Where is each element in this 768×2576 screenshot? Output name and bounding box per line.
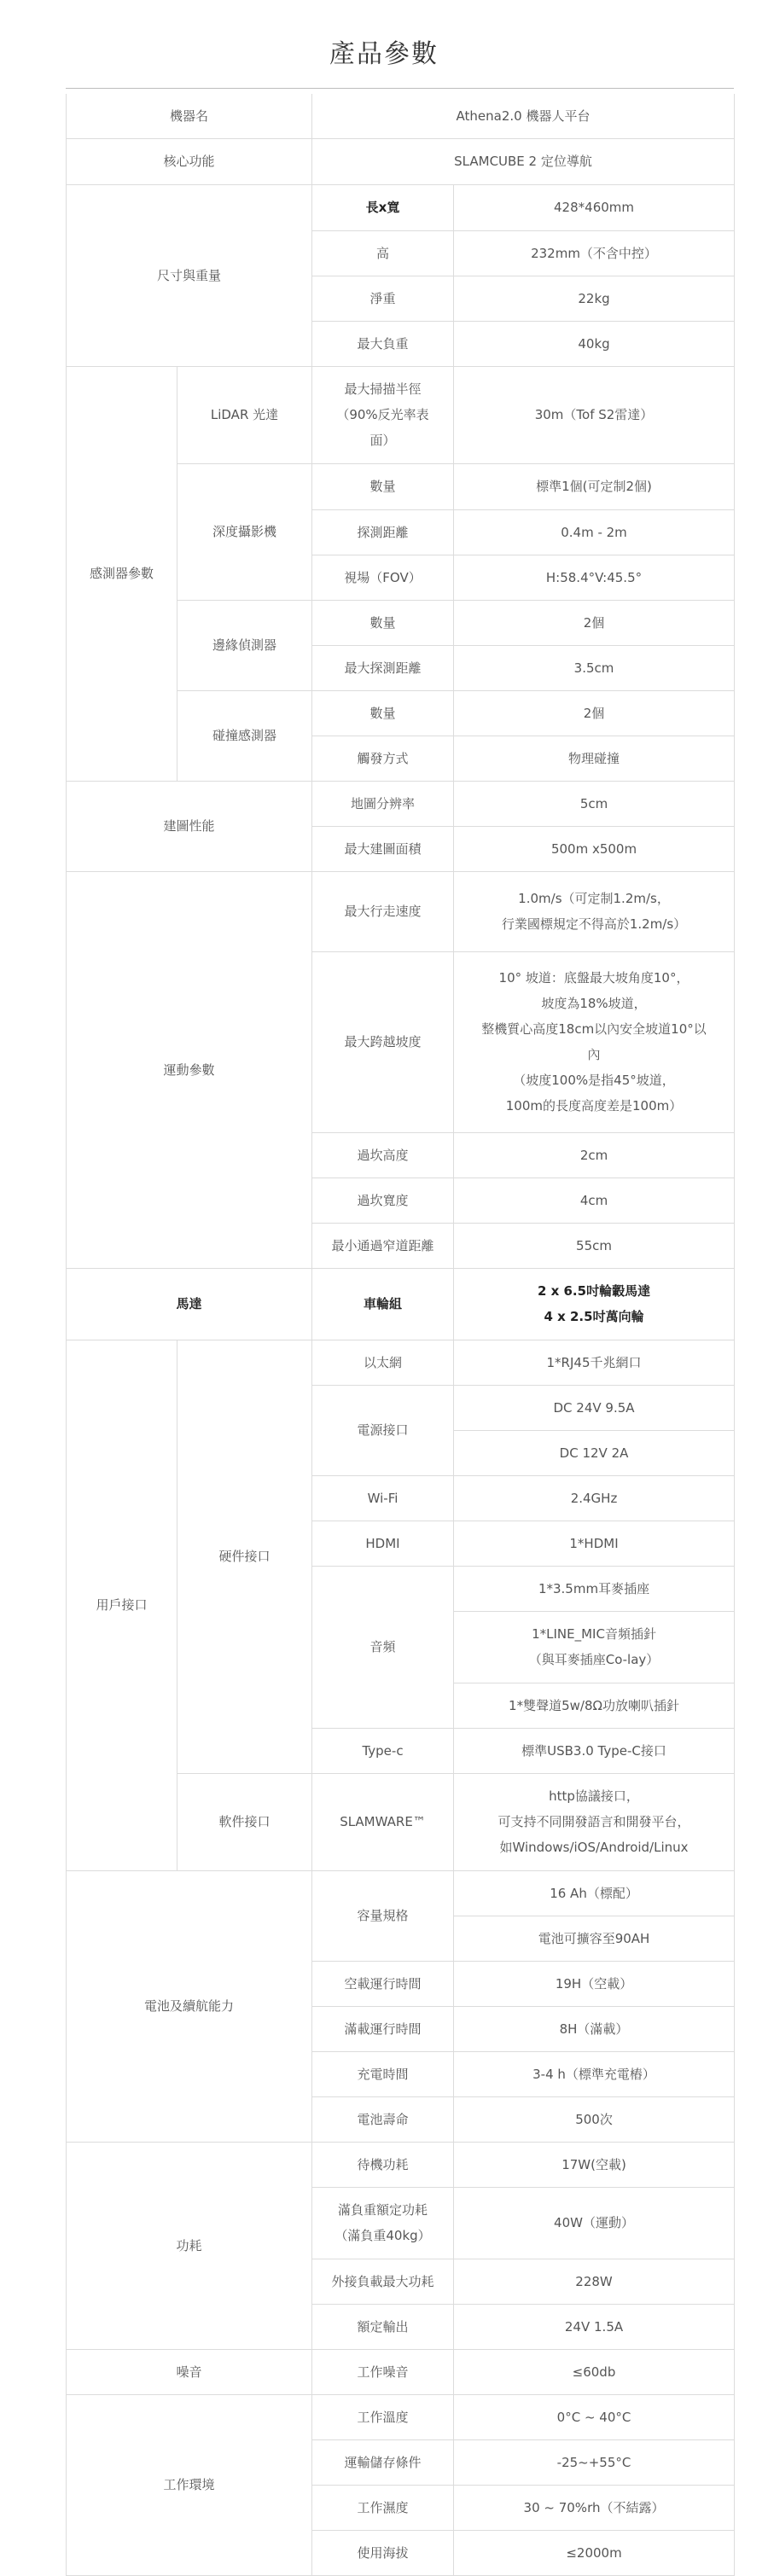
param-value: 232mm（不含中控） [454,230,735,276]
param-value [454,1773,735,1870]
param-value: 17W(空載) [454,2142,735,2187]
param-value: 0°C ~ 40°C [454,2394,735,2439]
table-row [67,2394,735,2439]
param-label [312,2187,454,2259]
table-row [67,1870,735,1916]
param-value: 4cm [454,1178,735,1223]
page-title: 產品參數 [329,39,439,69]
table-row [67,94,735,138]
value-line: 1*LINE_MIC音頻插針 [532,1626,656,1642]
value-line: 4 x 2.5吋萬向輪 [544,1309,644,1324]
param-label: 額定輸出 [312,2304,454,2349]
param-label: 數量 [312,690,454,736]
row-label: 核心功能 [67,138,312,184]
param-label: 最大跨越坡度 [312,951,454,1132]
param-value: H:58.4°V:45.5° [454,555,735,600]
table-row [67,871,735,951]
param-label: 容量規格 [312,1870,454,1961]
spec-table [66,94,735,2576]
param-label: 滿載運行時間 [312,2006,454,2051]
table-row [67,184,735,230]
param-value: 5cm [454,781,735,826]
param-label: 長x寬 [312,184,454,230]
table-row [67,781,735,826]
param-value [454,1268,735,1340]
value-line: （與耳麥插座Co-lay） [528,1652,660,1667]
value-line: 坡度為18%坡道， [541,996,647,1011]
param-line: 最大掃描半徑 [344,381,422,397]
group-label: 工作環境 [67,2394,312,2575]
param-label: 工作噪音 [312,2349,454,2394]
param-label: 高 [312,230,454,276]
param-label: 探測距離 [312,509,454,555]
param-value [454,951,735,1132]
table-row [67,2142,735,2187]
sensor-name: 碰撞感測器 [177,690,312,781]
param-value: 500m x500m [454,826,735,871]
param-value: 1*HDMI [454,1521,735,1566]
param-label: 空載運行時間 [312,1961,454,2006]
param-label: 觸發方式 [312,736,454,781]
table-row [67,1268,735,1340]
group-label: 建圖性能 [67,781,312,871]
param-label: 數量 [312,600,454,645]
param-label: Wi-Fi [312,1475,454,1521]
group-label: 電池及續航能力 [67,1870,312,2142]
param-line: （滿負重40kg） [335,2228,431,2243]
sensor-name: 邊緣偵測器 [177,600,312,690]
sensor-name: 深度攝影機 [177,463,312,600]
param-line: 面） [369,433,396,448]
value-line: （坡度100%是指45°坡道， [513,1073,675,1088]
param-label: 充電時間 [312,2051,454,2096]
param-label: 淨重 [312,276,454,321]
param-label: 過坎寬度 [312,1178,454,1223]
param-label: 工作濕度 [312,2485,454,2530]
param-value: 30m（Tof S2雷達） [454,366,735,463]
param-label: 過坎高度 [312,1132,454,1178]
row-value: Athena2.0 機器人平台 [312,94,735,138]
param-label: 外接負載最大功耗 [312,2259,454,2304]
param-value: 3.5cm [454,645,735,690]
group-label: 運動參數 [67,871,312,1268]
param-label: Type-c [312,1728,454,1773]
param-line: 滿負重額定功耗 [338,2202,428,2218]
param-value: DC 24V 9.5A [454,1385,735,1430]
group-label: 尺寸與重量 [67,184,312,366]
param-label: 地圖分辨率 [312,781,454,826]
param-label: 最大負重 [312,321,454,366]
param-label: 最大建圖面積 [312,826,454,871]
param-value: 3-4 h（標準充電樁） [454,2051,735,2096]
param-value: DC 12V 2A [454,1430,735,1475]
param-value: -25~+55°C [454,2439,735,2485]
param-value: 40kg [454,321,735,366]
param-value [454,1611,735,1683]
param-value: 24V 1.5A [454,2304,735,2349]
param-value: 電池可擴容至90AH [454,1916,735,1961]
param-label: 以太網 [312,1340,454,1385]
param-value [454,871,735,951]
param-value: 標準USB3.0 Type-C接口 [454,1728,735,1773]
param-label: 工作溫度 [312,2394,454,2439]
param-value: 1*RJ45千兆網口 [454,1340,735,1385]
group-label: 感測器參數 [67,366,177,781]
value-line: 可支持不同開發語言和開發平台， [497,1814,690,1829]
table-row [67,2349,735,2394]
param-value: 22kg [454,276,735,321]
subgroup-label: 硬件接口 [177,1340,312,1773]
table-row [67,138,735,184]
param-value: 1*3.5mm耳麥插座 [454,1566,735,1611]
param-value: 2.4GHz [454,1475,735,1521]
group-label: 馬達 [67,1268,312,1340]
param-value: 428*460mm [454,184,735,230]
param-value: 標準1個(可定制2個) [454,463,735,509]
param-value: ≤2000m [454,2530,735,2575]
param-label: 使用海拔 [312,2530,454,2575]
group-label: 功耗 [67,2142,312,2349]
param-value: 2個 [454,690,735,736]
sensor-name: LiDAR 光達 [177,366,312,463]
param-value: ≤60db [454,2349,735,2394]
param-value: 228W [454,2259,735,2304]
param-value: 2cm [454,1132,735,1178]
table-row [67,1340,735,1385]
value-line: 行業國標規定不得高於1.2m/s） [501,916,687,932]
param-value: 8H（滿載） [454,2006,735,2051]
value-line: 內 [587,1047,601,1062]
param-label: 最大行走速度 [312,871,454,951]
value-line: 100m的長度高度差是100m） [505,1098,683,1114]
param-label: 車輪組 [312,1268,454,1340]
param-label: 運輸儲存條件 [312,2439,454,2485]
value-line: http協議接口， [549,1788,639,1804]
param-label: 最小通過窄道距離 [312,1223,454,1268]
value-line: 整機質心高度18cm以內安全坡道10°以 [481,1021,707,1037]
param-label: 電池壽命 [312,2096,454,2142]
param-value: 2個 [454,600,735,645]
param-label: 待機功耗 [312,2142,454,2187]
param-value: 0.4m - 2m [454,509,735,555]
param-value: 1*雙聲道5w/8Ω功放喇叭插針 [454,1683,735,1728]
param-value: 19H（空載） [454,1961,735,2006]
value-line: 1.0m/s（可定制1.2m/s， [518,891,670,906]
param-label: 數量 [312,463,454,509]
param-value: 500次 [454,2096,735,2142]
value-line: 如Windows/iOS/Android/Linux [499,1840,689,1855]
param-label: 視場（FOV） [312,555,454,600]
value-line: 2 x 6.5吋輪轂馬達 [537,1283,651,1299]
param-value: 30 ~ 70%rh（不結露） [454,2485,735,2530]
param-value: 16 Ah（標配） [454,1870,735,1916]
param-label: 最大探測距離 [312,645,454,690]
param-value: 55cm [454,1223,735,1268]
param-label: HDMI [312,1521,454,1566]
param-value: 物理碰撞 [454,736,735,781]
param-line: （90%反光率表 [336,407,429,422]
group-label: 用戶接口 [67,1340,177,1870]
group-label: 噪音 [67,2349,312,2394]
row-value: SLAMCUBE 2 定位導航 [312,138,735,184]
param-value: 40W（運動） [454,2187,735,2259]
param-label [312,366,454,463]
param-label: 音頻 [312,1566,454,1728]
title-divider [66,88,734,89]
value-line: 10° 坡道：底盤最大坡角度10°， [498,970,689,986]
row-label: 機器名 [67,94,312,138]
table-row [67,366,735,463]
param-label: SLAMWARE™ [312,1773,454,1870]
param-label: 電源接口 [312,1385,454,1475]
subgroup-label: 軟件接口 [177,1773,312,1870]
